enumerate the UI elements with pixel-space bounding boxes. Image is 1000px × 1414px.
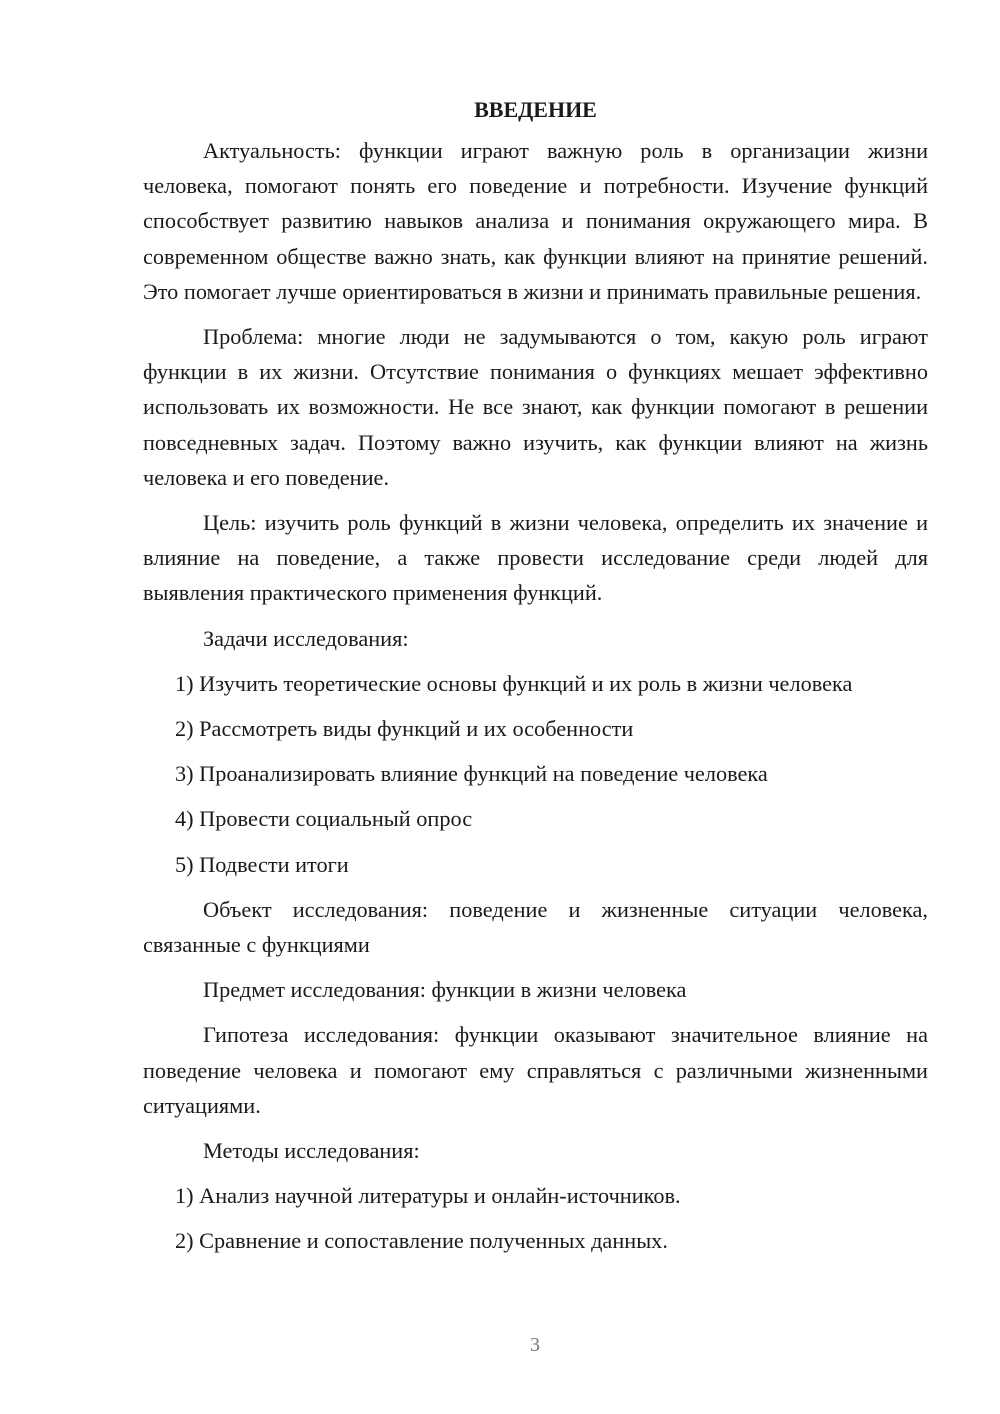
list-item: 3) Проанализировать влияние функций на поведение человека (175, 761, 768, 787)
methods-list (143, 1178, 928, 1258)
list-item: 1) Анализ научной литературы и онлайн-источников. (175, 1183, 681, 1209)
paragraph-actuality: Актуальность: функции играют важную роль в организации жизни человека, помогают понять его поведение и потребности. Изучение функций способствует развитию навыков анализа и понимания окружающего мира. В современном обществе важно знать, как функции влияют на принятие решений. Это помогает лучше ориентироваться в жизни и принимать правильные решения. (143, 138, 928, 304)
paragraph-subject: Предмет исследования: функции в жизни человека (203, 977, 687, 1003)
paragraph-hypothesis: Гипотеза исследования: функции оказывают значительное влияние на поведение человека и помогают ему справляться с различными жизненными ситуациями. (143, 1022, 928, 1118)
tasks-heading: Задачи исследования: (203, 625, 409, 651)
document-page (143, 92, 928, 1269)
list-item: 2) Рассмотреть виды функций и их особенности (175, 716, 634, 742)
paragraph-goal: Цель: изучить роль функций в жизни человека, определить их значение и влияние на поведение, а также провести исследование среди людей для выявления практического применения функций. (143, 510, 928, 606)
list-item: 2) Сравнение и сопоставление полученных данных. (175, 1228, 668, 1254)
page-number: 3 (530, 1334, 540, 1356)
paragraph-object: Объект исследования: поведение и жизненные ситуации человека, связанные с функциями (143, 896, 928, 958)
paragraph-problem: Проблема: многие люди не задумываются о том, какую роль играют функции в их жизни. Отсутствие понимания о функциях мешает эффективно использовать их возможности. Не все знают, как функции помогают в решении повседневных задач. Поэтому важно изучить, как функции влияют на жизнь человека и его поведение. (143, 324, 928, 490)
tasks-list (143, 666, 928, 882)
list-item: 5) Подвести итоги (175, 851, 349, 877)
list-item: 1) Изучить теоретические основы функций и их роль в жизни человека (175, 670, 853, 696)
page-title: ВВЕДЕНИЕ (474, 97, 597, 122)
list-item: 4) Провести социальный опрос (175, 806, 473, 832)
methods-heading: Методы исследования: (203, 1138, 420, 1164)
